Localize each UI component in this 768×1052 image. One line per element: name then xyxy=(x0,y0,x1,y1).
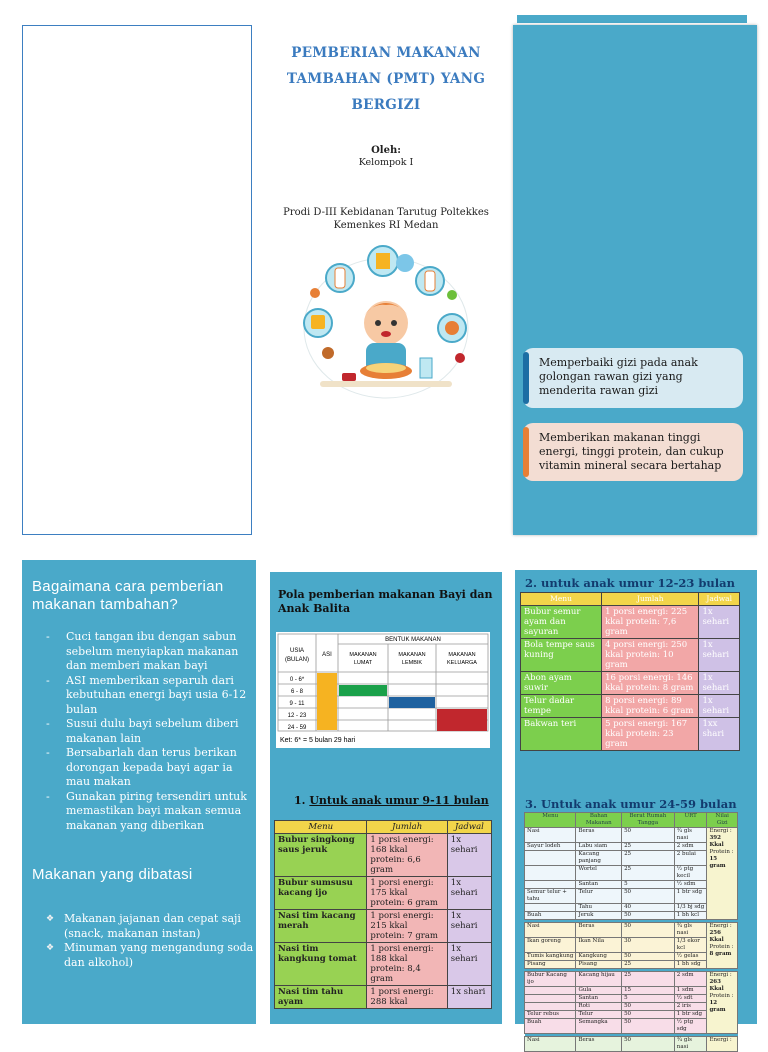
goals-panel xyxy=(513,25,757,535)
menu-cell: Sayur lodeh xyxy=(525,843,576,851)
table-row xyxy=(525,843,738,851)
section-title: Untuk anak umur 9-11 bulan xyxy=(309,794,489,807)
menu-cell: Nasi tim kacang merah xyxy=(275,910,367,943)
schedule-cell: 1x sehari xyxy=(447,877,491,910)
nutrition-line: 263 Kkal xyxy=(709,979,724,992)
urt-cell: 1 bh sdg xyxy=(674,961,707,969)
asi-bar xyxy=(317,673,337,730)
menu-cell: Tumis kangkung xyxy=(525,953,576,961)
weight-cell: 25 xyxy=(622,843,675,851)
amount-cell: 1 porsi energi: 215 kkal protein: 7 gram xyxy=(367,910,447,943)
menu-cell: Nasi tim kangkung tomat xyxy=(275,943,367,986)
table-header-row xyxy=(525,813,738,828)
menu-cell: Semur telur + tahu xyxy=(525,889,576,904)
nutrition-cell xyxy=(707,1037,738,1052)
urt-cell: ¾ gls nasi xyxy=(674,828,707,843)
table-row xyxy=(525,995,738,1003)
menu-cell: Nasi xyxy=(525,1037,576,1052)
col-header: Bahan Makanan xyxy=(576,813,622,828)
section-3-heading: 3. Untuk anak umur 24-59 bulan xyxy=(525,797,737,811)
goal-accent-bar xyxy=(523,427,529,477)
header-usia-line1: USIA xyxy=(289,648,305,654)
list-item: - Susui dulu bayi sebelum diberi makanan lain xyxy=(36,717,250,746)
feeding-pattern-chart xyxy=(276,632,490,748)
schedule-cell: 1x sehari xyxy=(447,910,491,943)
weight-cell: 25 xyxy=(622,972,675,987)
list-item: - ASI memberikan separuh dari kebutuhan energi bayi usia 6-12 bulan xyxy=(36,674,250,718)
col-header: Berat Rumah Tangga xyxy=(622,813,675,828)
feeding-pattern-panel xyxy=(270,572,502,1024)
urt-cell: ½ ptg sdg xyxy=(674,1019,707,1034)
amount-cell: 1 porsi energi: 288 kkal xyxy=(367,986,447,1009)
schedule-cell: 1x sehari xyxy=(699,695,740,718)
panel-top-strip xyxy=(517,15,747,23)
table-row xyxy=(521,695,740,718)
how-to-heading: Bagaimana cara pemberian makanan tambahan? xyxy=(32,578,224,613)
ingredient-cell: Gula xyxy=(576,987,622,995)
oleh-label: Oleh: xyxy=(371,145,401,156)
ingredient-cell: Kacang hijau xyxy=(576,972,622,987)
menu-cell: Nasi xyxy=(525,828,576,843)
schedule-cell: 1x sehari xyxy=(699,639,740,672)
urt-cell: 1/3 ekor kcl xyxy=(674,938,707,953)
nutrition-line: Energi : xyxy=(709,972,732,978)
row-label: 9 - 11 xyxy=(289,701,305,707)
urt-cell: 1/3 bj sdg xyxy=(674,904,707,912)
menu-table-12-23 xyxy=(520,592,740,751)
restricted-food-list xyxy=(44,912,254,970)
lembik-bar xyxy=(389,697,435,708)
institution-line-2: Kemenkes RI Medan xyxy=(333,220,439,231)
weight-cell: 50 xyxy=(622,1003,675,1011)
menu-table-9-11 xyxy=(274,820,492,1009)
menu-cell: Abon ayam suwir xyxy=(521,672,602,695)
schedule-cell: 1x sehari xyxy=(699,672,740,695)
weight-cell: 25 xyxy=(622,851,675,866)
table-row xyxy=(525,961,738,969)
table-header-row xyxy=(275,821,492,834)
amount-cell: 1 porsi energi: 225 kkal protein: 7,6 gram xyxy=(602,606,699,639)
ingredient-cell: Santan xyxy=(576,995,622,1003)
menu-cell xyxy=(525,851,576,866)
table-row xyxy=(525,1037,738,1052)
ingredient-cell: Beras xyxy=(576,828,622,843)
menu-cell: Bakwan teri xyxy=(521,718,602,751)
table-row xyxy=(525,953,738,961)
cover-title-line-2: TAMBAHAN (PMT) YANG xyxy=(286,71,486,87)
menu-cell: Ikan goreng xyxy=(525,938,576,953)
ingredient-cell: Beras xyxy=(576,1037,622,1052)
list-item: - Gunakan piring tersendiri untuk memastikan bayi makan semua makanan yang diberikan xyxy=(36,790,250,834)
nutrition-line: 12 gram xyxy=(709,1000,726,1013)
urt-cell: 1 sdm xyxy=(674,987,707,995)
row-label: 24 - 59 xyxy=(287,725,307,731)
schedule-cell: 1x sehari xyxy=(447,834,491,877)
amount-cell: 1 porsi energi: 175 kkal protein: 6 gram xyxy=(367,877,447,910)
ingredient-cell: Telur xyxy=(576,889,622,904)
amount-cell: 1 porsi energi: 188 kkal protein: 8,4 gram xyxy=(367,943,447,986)
table-row xyxy=(275,834,492,877)
schedule-cell: 1x shari xyxy=(447,986,491,1009)
weight-cell: 50 xyxy=(622,828,675,843)
goal-card-2 xyxy=(523,423,743,481)
schedule-cell: 1x sehari xyxy=(447,943,491,986)
weight-cell: 30 xyxy=(622,938,675,953)
urt-cell: ½ sdt xyxy=(674,995,707,1003)
age-menu-panel xyxy=(515,570,757,1050)
amount-cell: 5 porsi energi: 167 kkal protein: 23 gram xyxy=(602,718,699,751)
menu-cell xyxy=(525,866,576,881)
table-row xyxy=(521,606,740,639)
nutrition-line: Protein : xyxy=(709,849,734,855)
table-row xyxy=(525,987,738,995)
row-label: 12 - 23 xyxy=(287,713,307,719)
nutrition-cell xyxy=(707,972,738,1034)
header-bentuk: BENTUK MAKANAN xyxy=(385,637,441,643)
header-usia-line2: (BULAN) xyxy=(284,657,310,663)
menu-cell: Bubur Kacang ijo xyxy=(525,972,576,987)
cover-title xyxy=(268,40,504,118)
menu-cell: Nasi xyxy=(525,923,576,938)
group-name: Kelompok I xyxy=(358,157,414,168)
urt-cell: 1 btr sdg xyxy=(674,1011,707,1019)
goal-text: Memperbaiki gizi pada anak golongan rawan gizi yang menderita rawan gizi xyxy=(539,356,698,397)
menu-cell: Bubur sumsusu kacang ijo xyxy=(275,877,367,910)
weight-cell: 25 xyxy=(622,961,675,969)
cover-title-line-3: BERGIZI xyxy=(351,97,421,113)
col-header: Menu xyxy=(521,593,602,606)
amount-cell: 8 porsi energi: 89 kkal protein: 6 gram xyxy=(602,695,699,718)
list-item: ❖ Minuman yang mengandung soda dan alkohol) xyxy=(44,941,254,970)
nutrition-line: Protein : xyxy=(709,944,734,950)
table-row xyxy=(525,1019,738,1034)
urt-cell: ½ gelas xyxy=(674,953,707,961)
urt-cell: 1 btr sdg xyxy=(674,889,707,904)
menu-cell xyxy=(525,987,576,995)
table-row xyxy=(525,1003,738,1011)
col-header: URT xyxy=(674,813,707,828)
table-row xyxy=(525,938,738,953)
col-header: Jumlah xyxy=(367,821,447,834)
list-item: ❖ Makanan jajanan dan cepat saji (snack, makanan instan) xyxy=(44,912,254,941)
table-row xyxy=(521,718,740,751)
table-header-row xyxy=(521,593,740,606)
nutrition-line: Energi : xyxy=(709,923,732,929)
ingredient-cell: Santan xyxy=(576,881,622,889)
weight-cell: 50 xyxy=(622,1019,675,1034)
table-row xyxy=(525,881,738,889)
col-lumat-l1: MAKANAN xyxy=(349,652,377,658)
table-row xyxy=(525,1011,738,1019)
section-1-heading xyxy=(294,794,489,807)
schedule-cell: 1x sehari xyxy=(699,606,740,639)
col-header: Jumlah xyxy=(602,593,699,606)
institution xyxy=(276,206,496,232)
urt-cell: 1 bh kcl xyxy=(674,912,707,920)
table-row xyxy=(521,639,740,672)
pattern-grid xyxy=(276,632,490,748)
ingredient-cell: Labu siam xyxy=(576,843,622,851)
ingredient-cell: Wortel xyxy=(576,866,622,881)
weight-cell: 5 xyxy=(622,995,675,1003)
pattern-note: Ket: 6* = 5 bulan 29 hari xyxy=(280,737,356,744)
blank-panel xyxy=(22,25,252,535)
urt-cell: 2 sdm xyxy=(674,972,707,987)
menu-cell: Bubur singkong saus jeruk xyxy=(275,834,367,877)
schedule-cell: 1xx shari xyxy=(699,718,740,751)
ingredient-cell: Tahu xyxy=(576,904,622,912)
urt-cell: 2 bulai xyxy=(674,851,707,866)
menu-cell xyxy=(525,1003,576,1011)
ingredient-cell: Kangkung xyxy=(576,953,622,961)
col-header: Jadwal xyxy=(699,593,740,606)
weight-cell: 50 xyxy=(622,889,675,904)
goal-accent-bar xyxy=(523,352,529,404)
col-header: Menu xyxy=(275,821,367,834)
amount-cell: 1 porsi energi: 168 kkal protein: 6,6 gram xyxy=(367,834,447,877)
table-row xyxy=(525,912,738,920)
ingredient-cell: Jeruk xyxy=(576,912,622,920)
col-header: Jadwal xyxy=(447,821,491,834)
ingredient-cell: Roti xyxy=(576,1003,622,1011)
table-row xyxy=(521,672,740,695)
menu-cell: Bubur semur ayam dan sayuran xyxy=(521,606,602,639)
table-row xyxy=(525,904,738,912)
how-to-list xyxy=(36,630,250,833)
col-header: Menu xyxy=(525,813,576,828)
goal-card-1 xyxy=(523,348,743,408)
pattern-title: Pola pemberian makanan Bayi dan Anak Balita xyxy=(278,588,493,615)
menu-table-24-59 xyxy=(524,812,738,1052)
table-row xyxy=(525,866,738,881)
weight-cell: 50 xyxy=(622,1011,675,1019)
urt-cell: 2 iris xyxy=(674,1003,707,1011)
weight-cell: 25 xyxy=(622,866,675,881)
row-label: 6 - 8 xyxy=(290,689,304,695)
col-lembik-l2: LEMBIK xyxy=(401,660,423,666)
col-lumat-l2: LUMAT xyxy=(353,660,373,666)
weight-cell: 50 xyxy=(622,923,675,938)
section-2-heading: 2. untuk anak umur 12-23 bulan xyxy=(525,576,735,590)
cover-panel xyxy=(268,28,504,428)
header-asi: ASI xyxy=(322,652,332,658)
nutrition-line: Energi : xyxy=(709,1037,732,1043)
nutrition-line: Protein : xyxy=(709,993,734,999)
menu-cell: Buah xyxy=(525,1019,576,1034)
menu-cell xyxy=(525,904,576,912)
amount-cell: 4 porsi energi: 250 kkal protein: 10 gram xyxy=(602,639,699,672)
table-row xyxy=(525,972,738,987)
nutrition-line: 256 Kkal xyxy=(709,930,724,943)
col-keluarga-l2: KELUARGA xyxy=(447,660,477,666)
ingredient-cell: Ikan Nila xyxy=(576,938,622,953)
table-row xyxy=(525,889,738,904)
nutrition-line: 8 gram xyxy=(709,951,732,957)
weight-cell: 40 xyxy=(622,904,675,912)
amount-cell: 16 porsi energi: 146 kkal protein: 8 gram xyxy=(602,672,699,695)
list-item: - Cuci tangan ibu dengan sabun sebelum menyiapkan makanan dan memberi makan bayi xyxy=(36,630,250,674)
lumat-bar xyxy=(339,685,387,696)
keluarga-bar xyxy=(437,709,487,731)
nutrition-line: Energi : xyxy=(709,828,732,834)
menu-cell: Nasi tim tahu ayam xyxy=(275,986,367,1009)
menu-cell: Pisang xyxy=(525,961,576,969)
urt-cell: ½ ptg kecil xyxy=(674,866,707,881)
menu-cell xyxy=(525,881,576,889)
how-to-panel xyxy=(22,560,256,1024)
restricted-food-heading: Makanan yang dibatasi xyxy=(32,866,193,883)
ingredient-cell: Kacang panjang xyxy=(576,851,622,866)
weight-cell: 15 xyxy=(622,987,675,995)
table-row xyxy=(275,910,492,943)
table-row xyxy=(275,943,492,986)
table-row xyxy=(275,877,492,910)
table-row xyxy=(525,851,738,866)
list-item: - Bersabarlah dan terus berikan dorongan kepada bayi agar ia mau makan xyxy=(36,746,250,790)
col-lembik-l1: MAKANAN xyxy=(398,652,426,658)
weight-cell: 50 xyxy=(622,1037,675,1052)
child-eating-illustration xyxy=(280,233,492,408)
section-number: 1. xyxy=(294,794,306,807)
urt-cell: ¾ gls nasi xyxy=(674,1037,707,1052)
institution-line-1: Prodi D-III Kebidanan Tarutug Poltekkes xyxy=(283,207,489,218)
table-row xyxy=(275,986,492,1009)
nutrition-cell xyxy=(707,923,738,969)
urt-cell: ¾ gls nasi xyxy=(674,923,707,938)
weight-cell: 50 xyxy=(622,912,675,920)
weight-cell: 50 xyxy=(622,953,675,961)
col-keluarga-l1: MAKANAN xyxy=(448,652,476,658)
menu-table-body xyxy=(525,828,738,1052)
urt-cell: 2 sdm xyxy=(674,843,707,851)
menu-cell: Buah xyxy=(525,912,576,920)
menu-cell: Bola tempe saus kuning xyxy=(521,639,602,672)
nutrition-line: 392 Kkal xyxy=(709,835,724,848)
table-row xyxy=(525,923,738,938)
cover-title-line-1: PEMBERIAN MAKANAN xyxy=(291,45,481,61)
menu-cell xyxy=(525,995,576,1003)
ingredient-cell: Telur xyxy=(576,1011,622,1019)
nutrition-line: 15 gram xyxy=(709,856,726,869)
menu-cell: Telur dadar tempe xyxy=(521,695,602,718)
col-header: Nilai Gizi xyxy=(707,813,738,828)
ingredient-cell: Pisang xyxy=(576,961,622,969)
urt-cell: ½ sdm xyxy=(674,881,707,889)
table-row xyxy=(525,828,738,843)
ingredient-cell: Beras xyxy=(576,923,622,938)
menu-cell: Telur rebus xyxy=(525,1011,576,1019)
row-label: 0 - 6* xyxy=(289,677,305,683)
goal-text: Memberikan makanan tinggi energi, tinggi protein, dan cukup vitamin mineral secara bertahap xyxy=(539,431,724,472)
ingredient-cell: Semangka xyxy=(576,1019,622,1034)
weight-cell: 5 xyxy=(622,881,675,889)
nutrition-cell xyxy=(707,828,738,920)
